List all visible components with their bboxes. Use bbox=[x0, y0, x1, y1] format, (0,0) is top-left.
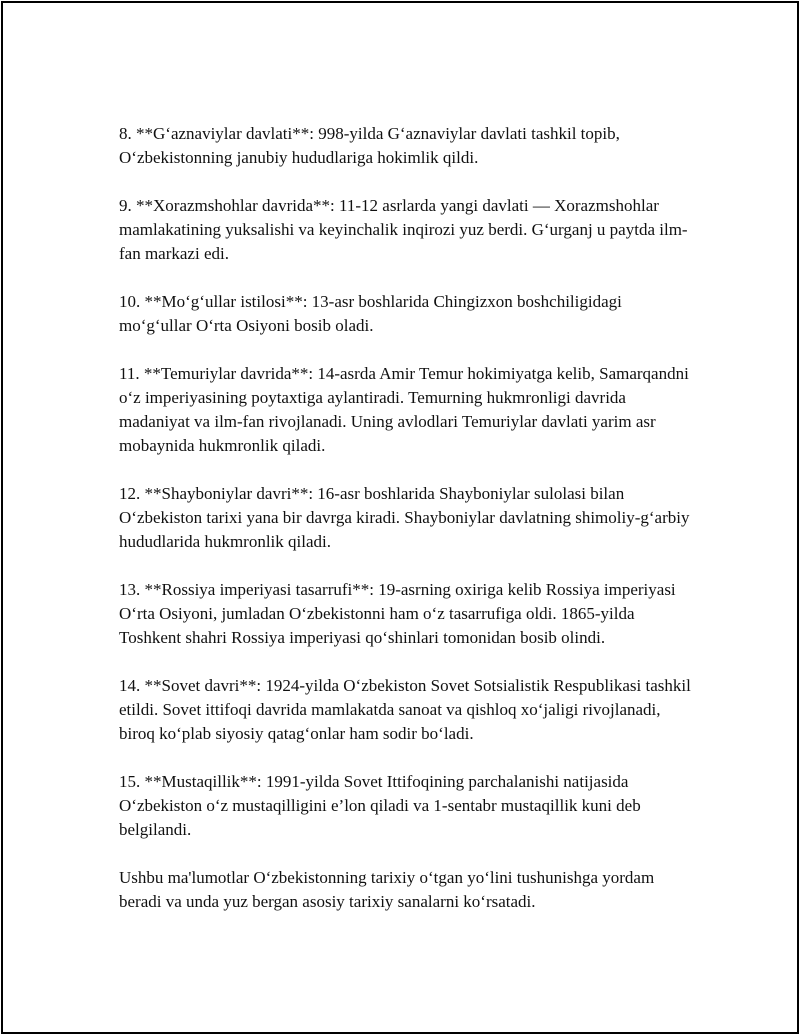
paragraph-item-9: 9. **Xorazmshohlar davrida**: 11-12 asrlarda yangi davlati — Xorazmshohlar mamlakatining yuksalishi va keyinchalik inqirozi yuz berdi. G‘urganj u paytda ilm-fan markazi edi. bbox=[119, 196, 688, 263]
closing-paragraph: Ushbu ma'lumotlar O‘zbekistonning tarixiy o‘tgan yo‘lini tushunishga yordam beradi va unda yuz bergan asosiy tarixiy sanalarni ko‘rsatadi. bbox=[119, 868, 655, 911]
paragraph-item-8: 8. **G‘aznaviylar davlati**: 998-yilda G‘aznaviylar davlati tashkil topib, O‘zbekistonning janubiy hududlariga hokimlik qildi. bbox=[119, 124, 620, 167]
paragraph-item-14: 14. **Sovet davri**: 1924-yilda O‘zbekiston Sovet Sotsialistik Respublikasi tashkil etildi. Sovet ittifoqi davrida mamlakatda sanoat va qishloq xo‘jaligi rivojlanadi, biroq ko‘plab siyosiy qatag‘onlar ham sodir bo‘ladi. bbox=[119, 676, 691, 743]
paragraph-item-12: 12. **Shayboniylar davri**: 16-asr boshlarida Shayboniylar sulolasi bilan O‘zbekiston tarixi yana bir davrga kiradi. Shayboniylar davlatning shimoliy-g‘arbiy hududlarida hukmronlik qiladi. bbox=[119, 484, 690, 551]
document-page bbox=[1, 1, 799, 1034]
paragraph-item-15: 15. **Mustaqillik**: 1991-yilda Sovet Ittifoqining parchalanishi natijasida O‘zbekiston o‘z mustaqilligini e’lon qiladi va 1-sentabr mustaqillik kuni deb belgilandi. bbox=[119, 772, 641, 839]
paragraph-item-10: 10. **Mo‘g‘ullar istilosi**: 13-asr boshlarida Chingizxon boshchiligidagi mo‘g‘ullar O‘rta Osiyoni bosib oladi. bbox=[119, 292, 622, 335]
paragraph-item-13: 13. **Rossiya imperiyasi tasarrufi**: 19-asrning oxiriga kelib Rossiya imperiyasi O‘rta Osiyoni, jumladan O‘zbekistonni ham o‘z tasarrufiga oldi. 1865-yilda Toshkent shahri Rossiya imperiyasi qo‘shinlari tomonidan bosib olindi. bbox=[119, 580, 676, 647]
document-body bbox=[119, 122, 694, 938]
paragraph-item-11: 11. **Temuriylar davrida**: 14-asrda Amir Temur hokimiyatga kelib, Samarqandni o‘z imperiyasining poytaxtiga aylantiradi. Temurning hukmronligi davrida madaniyat va ilm-fan rivojlanadi. Uning avlodlari Temuriylar davlati yarim asr mobaynida hukmronlik qiladi. bbox=[119, 364, 689, 455]
